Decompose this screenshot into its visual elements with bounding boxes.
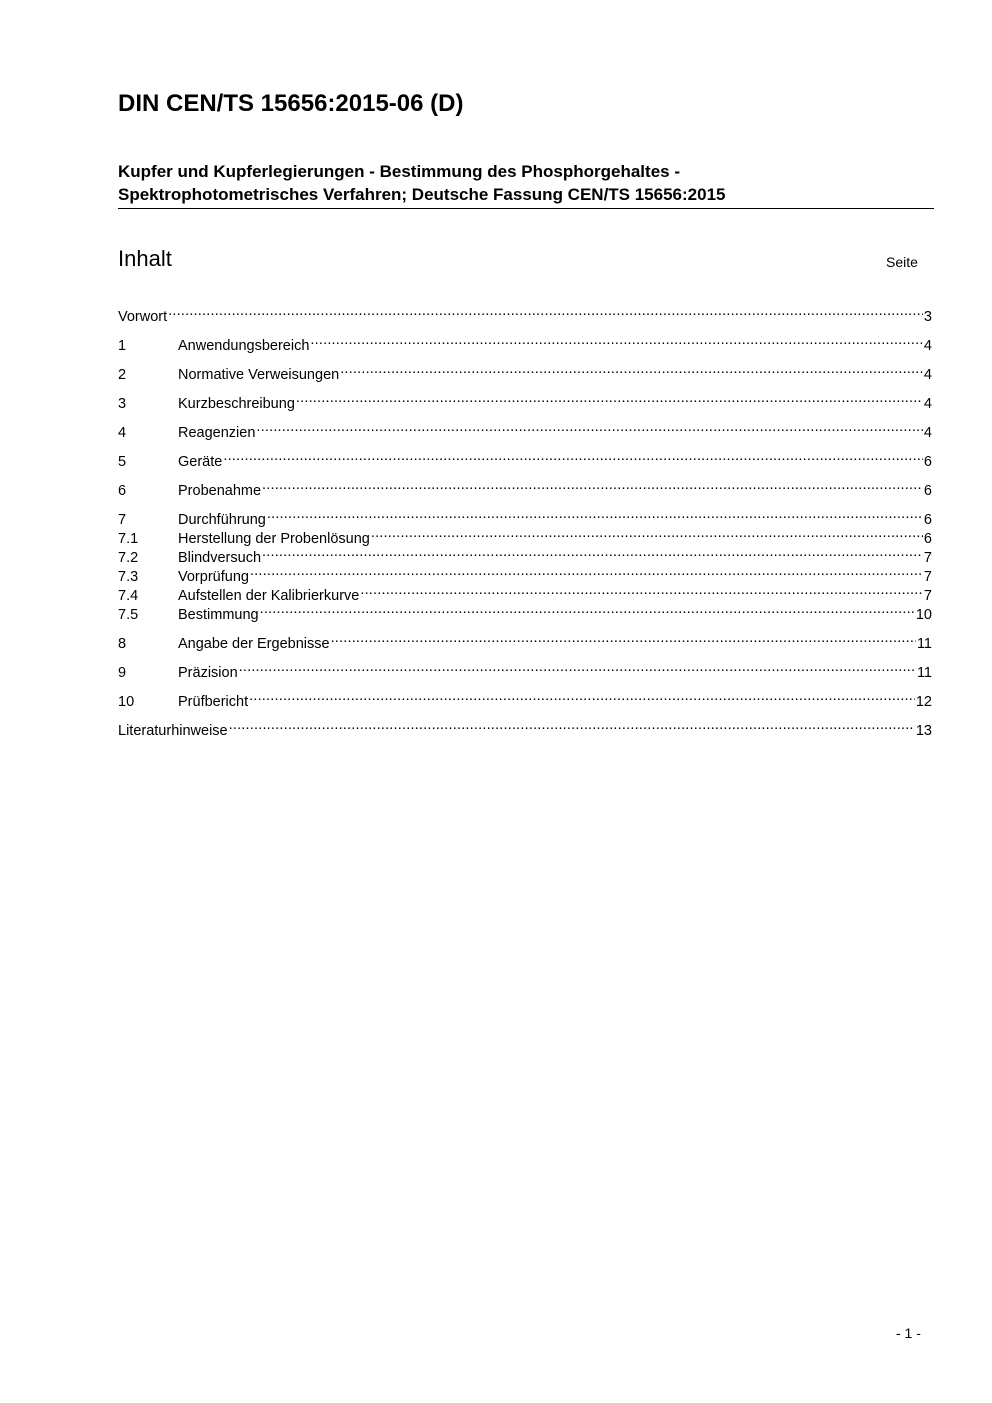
toc-entry-page: 11 <box>916 636 932 652</box>
toc-leader-dots <box>371 524 923 543</box>
page-number: - 1 - <box>896 1325 921 1341</box>
toc-entry-number: 5 <box>118 454 127 470</box>
toc-leader-dots <box>249 687 915 706</box>
toc-entry-literaturhinweise[interactable] <box>118 716 932 739</box>
table-of-contents <box>118 302 932 739</box>
toc-entry-7-5[interactable] <box>118 600 932 623</box>
toc-leader-dots <box>331 629 916 648</box>
toc-entry-page: 11 <box>916 665 932 681</box>
page-column-label: Seite <box>886 254 918 270</box>
toc-entry-title: Probenahme <box>178 483 262 499</box>
toc-entry-1[interactable] <box>118 331 932 354</box>
toc-leader-dots <box>267 505 923 524</box>
toc-leader-dots <box>223 447 923 466</box>
toc-entry-number: 7.5 <box>118 607 139 623</box>
document-title: DIN CEN/TS 15656:2015-06 (D) <box>118 90 464 117</box>
toc-entry-page: 12 <box>915 694 932 710</box>
toc-entry-title: Herstellung der Probenlösung <box>178 531 370 547</box>
toc-entry-page: 6 <box>923 483 932 499</box>
toc-leader-dots <box>296 389 923 408</box>
toc-entry-title: Reagenzien <box>178 425 256 441</box>
document-subtitle <box>118 160 934 209</box>
toc-entry-number: 1 <box>118 338 127 354</box>
toc-entry-title: Präzision <box>178 665 238 681</box>
toc-entry-number: 7.3 <box>118 569 139 585</box>
toc-entry-number: 3 <box>118 396 127 412</box>
toc-entry-5[interactable] <box>118 447 932 470</box>
toc-entry-4[interactable] <box>118 418 932 441</box>
toc-leader-dots <box>168 302 923 321</box>
toc-entry-page: 13 <box>915 723 932 739</box>
toc-entry-page: 7 <box>923 550 932 566</box>
toc-leader-dots <box>229 716 915 735</box>
toc-entry-page: 6 <box>923 454 932 470</box>
toc-entry-number: 9 <box>118 665 127 681</box>
toc-entry-page: 7 <box>923 588 932 604</box>
toc-entry-title: Anwendungsbereich <box>178 338 310 354</box>
toc-entry-page: 4 <box>923 396 932 412</box>
toc-entry-number: 7 <box>118 512 127 528</box>
toc-entry-title: Literaturhinweise <box>118 723 228 739</box>
toc-entry-8[interactable] <box>118 629 932 652</box>
toc-entry-title: Blindversuch <box>178 550 262 566</box>
toc-entry-page: 3 <box>923 309 932 325</box>
toc-leader-dots <box>360 581 923 600</box>
toc-entry-title: Prüfbericht <box>178 694 249 710</box>
toc-entry-page: 7 <box>923 569 932 585</box>
toc-leader-dots <box>260 600 915 619</box>
toc-entry-7-2[interactable] <box>118 543 932 566</box>
toc-entry-title: Normative Verweisungen <box>178 367 340 383</box>
toc-entry-number: 2 <box>118 367 127 383</box>
toc-entry-title: Vorwort <box>118 309 168 325</box>
toc-entry-7-3[interactable] <box>118 562 932 585</box>
toc-entry-number: 7.2 <box>118 550 139 566</box>
toc-entry-7-4[interactable] <box>118 581 932 604</box>
toc-leader-dots <box>262 543 923 562</box>
toc-leader-dots <box>310 331 923 350</box>
toc-entry-3[interactable] <box>118 389 932 412</box>
toc-entry-title: Kurzbeschreibung <box>178 396 295 412</box>
toc-entry-2[interactable] <box>118 360 932 383</box>
toc-entry-number: 7.4 <box>118 588 139 604</box>
toc-entry-title: Durchführung <box>178 512 266 528</box>
subtitle-line-2: Spektrophotometrisches Verfahren; Deutsche Fassung CEN/TS 15656:2015 <box>118 185 726 204</box>
subtitle-line-1: Kupfer und Kupferlegierungen - Bestimmung des Phosphorgehaltes - <box>118 162 680 181</box>
toc-entry-vorwort[interactable] <box>118 302 932 325</box>
toc-leader-dots <box>340 360 923 379</box>
toc-entry-7-1[interactable] <box>118 524 932 547</box>
toc-entry-page: 4 <box>923 425 932 441</box>
toc-entry-number: 10 <box>118 694 135 710</box>
toc-entry-page: 10 <box>915 607 932 623</box>
toc-entry-title: Angabe der Ergebnisse <box>178 636 330 652</box>
toc-entry-number: 7.1 <box>118 531 139 547</box>
toc-entry-10[interactable] <box>118 687 932 710</box>
toc-entry-number: 6 <box>118 483 127 499</box>
toc-entry-page: 6 <box>923 531 932 547</box>
toc-heading: Inhalt <box>118 246 172 271</box>
toc-leader-dots <box>262 476 923 495</box>
toc-entry-title: Vorprüfung <box>178 569 249 585</box>
toc-entry-page: 6 <box>923 512 932 528</box>
toc-entry-7[interactable] <box>118 505 932 528</box>
toc-entry-page: 4 <box>923 338 932 354</box>
toc-entry-title: Geräte <box>178 454 223 470</box>
toc-entry-title: Aufstellen der Kalibrierkurve <box>178 588 360 604</box>
toc-entry-page: 4 <box>923 367 932 383</box>
toc-entry-number: 8 <box>118 636 127 652</box>
toc-leader-dots <box>239 658 916 677</box>
toc-leader-dots <box>256 418 923 437</box>
toc-entry-title: Bestimmung <box>178 607 259 623</box>
toc-entry-9[interactable] <box>118 658 932 681</box>
toc-entry-number: 4 <box>118 425 127 441</box>
toc-entry-6[interactable] <box>118 476 932 499</box>
toc-leader-dots <box>250 562 923 581</box>
